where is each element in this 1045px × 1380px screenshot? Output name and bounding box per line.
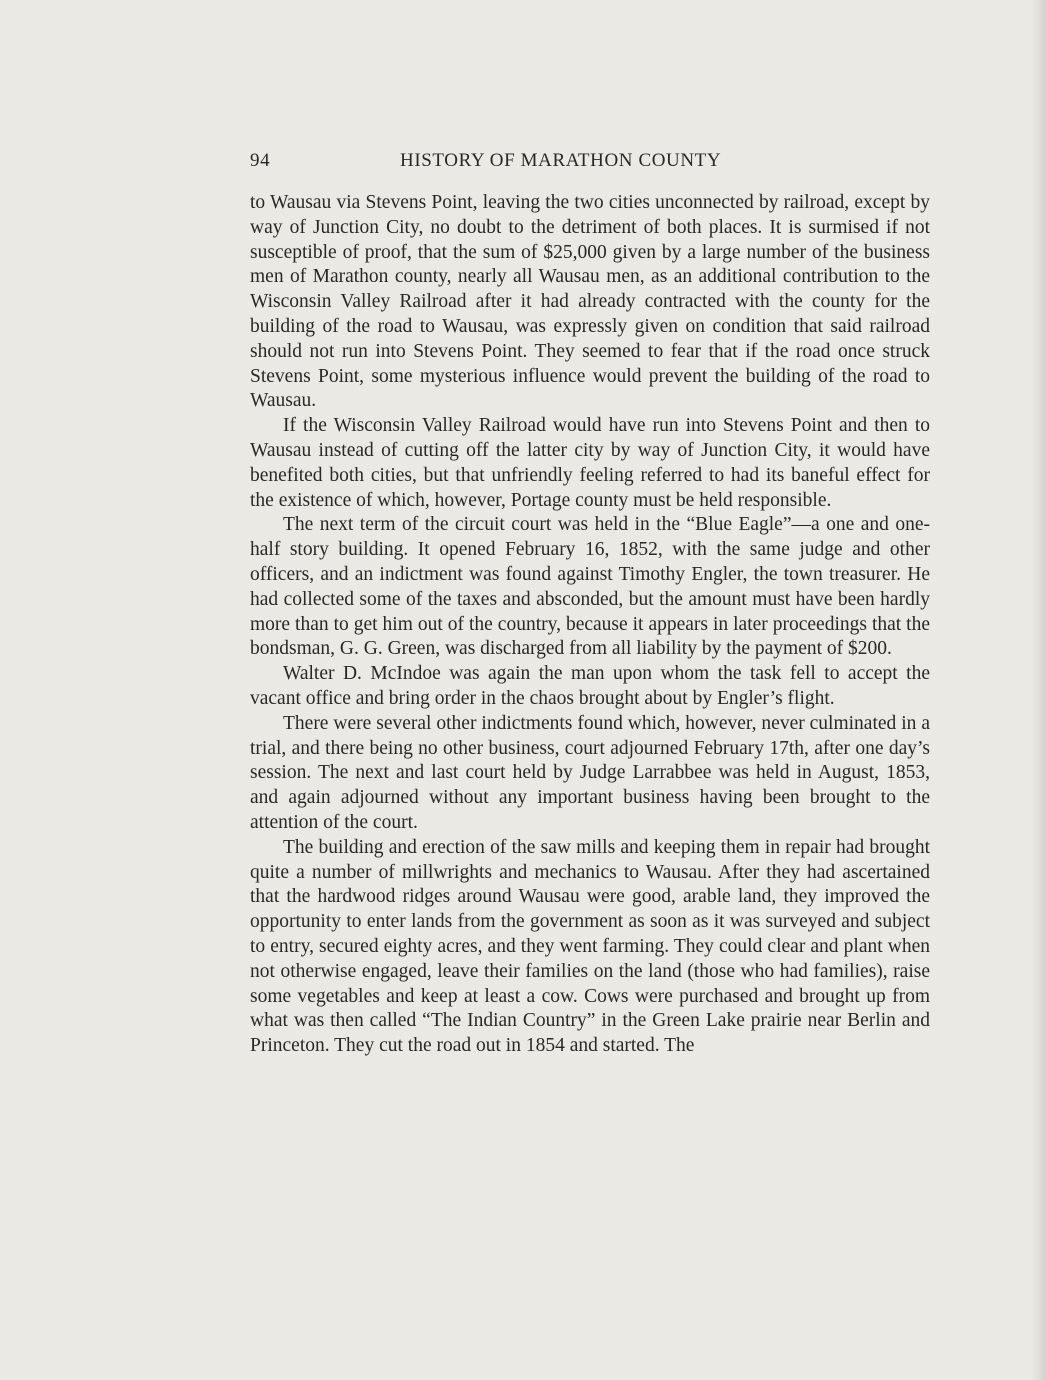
paragraph: If the Wisconsin Valley Railroad would have run into Stevens Point and then to Wausau instead of cutting off the latter city by way of Junction City, it would have benefited both cities, but that unfriendly feeling referred to had its baneful effect for the existence of which, however, Portage county must be held responsible. [250, 415, 930, 511]
body-text [250, 191, 930, 1059]
page-number: 94 [250, 150, 271, 171]
paragraph-continued: to Wausau via Stevens Point, leaving the two cities unconnected by railroad, except by way of Junction City, no doubt to the detriment of both places. It is surmised if not susceptible of proof, that the sum of $25,000 given by a large number of the business men of Marathon county, nearly all Wausau men, as an additional contribution to the Wisconsin Valley Railroad after it had already contracted with the county for the building of the road to Wausau, was expressly given on condition that said railroad should not run into Stevens Point. They seemed to fear that if the road once struck Stevens Point, some mysterious influence would prevent the building of the road to Wausau. [250, 192, 930, 412]
paragraph: Walter D. McIndoe was again the man upon whom the task fell to accept the vacant office and bring order in the chaos brought about by Engler’s flight. [250, 663, 930, 709]
paragraph: The next term of the circuit court was held in the “Blue Eagle”—a one and one-half story building. It opened February 16, 1852, with the same judge and other officers, and an indictment was found against Timothy Engler, the town treasurer. He had collected some of the taxes and absconded, but the amount must have been hardly more than to get him out of the country, because it appears in later proceedings that the bondsman, G. G. Green, was discharged from all liability by the payment of $200. [250, 514, 930, 660]
page-edge-shadow [1031, 0, 1045, 1380]
paragraph: The building and erection of the saw mills and keeping them in repair had brought quite a number of millwrights and mechanics to Wausau. After they had ascertained that the hardwood ridges around Wausau were good, arable land, they improved the opportunity to enter lands from the government as soon as it was surveyed and subject to entry, secured eighty acres, and they went farming. They could clear and plant when not otherwise engaged, leave their families on the land (those who had families), raise some vegetables and keep at least a cow. Cows were purchased and brought up from what was then called “The Indian Country” in the Green Lake prairie near Berlin and Princeton. They cut the road out in 1854 and started. The [250, 836, 930, 1057]
paragraph: There were several other indictments found which, however, never culminated in a trial, and there being no other business, court adjourned February 17th, after one day’s session. The next and last court held by Judge Larrabbee was held in August, 1853, and again adjourned without any important business having been brought to the attention of the court. [250, 712, 930, 833]
running-title: HISTORY OF MARATHON COUNTY [400, 150, 722, 171]
running-head [250, 150, 930, 174]
